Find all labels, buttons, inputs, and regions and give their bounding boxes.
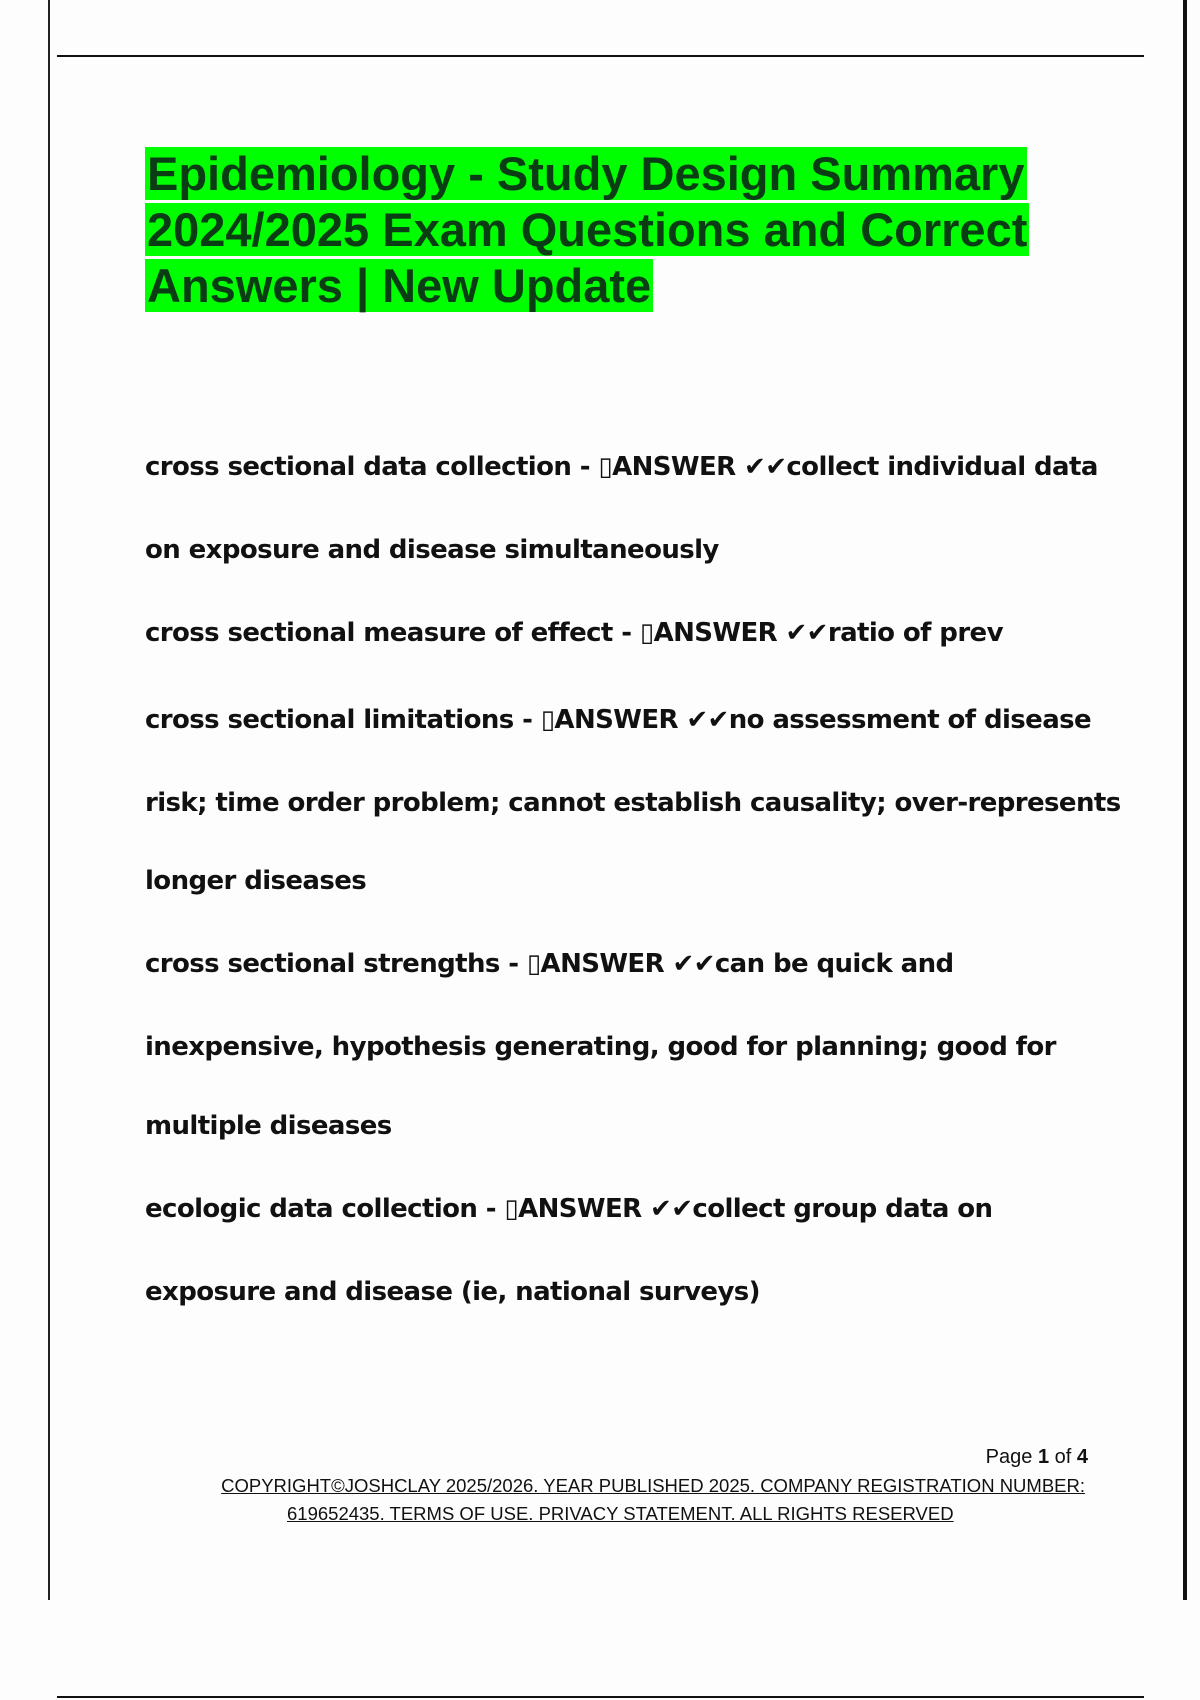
top-divider	[57, 55, 1144, 57]
qa-line-2: on exposure and disease simultaneously	[145, 535, 719, 565]
qa-line-6: longer diseases	[145, 866, 367, 896]
qa-line-3: cross sectional measure of effect - ▯ANSWER ✔✔ratio of prev	[145, 618, 1003, 648]
page-prefix: Page	[985, 1446, 1033, 1468]
page-of: of	[1054, 1446, 1072, 1468]
bottom-divider	[57, 1696, 1144, 1698]
page-number	[986, 1446, 1088, 1469]
page-current: 1	[1037, 1446, 1050, 1468]
copyright-notice	[145, 1472, 1085, 1528]
qa-line-9: multiple diseases	[145, 1111, 392, 1141]
qa-line-1: cross sectional data collection - ▯ANSWER ✔✔collect individual data	[145, 452, 1098, 482]
copyright-line-1: COPYRIGHT©JOSHCLAY 2025/2026. YEAR PUBLISHED 2025. COMPANY REGISTRATION NUMBER:	[221, 1475, 1085, 1496]
page-left-border	[48, 0, 50, 1600]
qa-line-11: exposure and disease (ie, national surveys)	[145, 1277, 760, 1307]
document-title	[145, 146, 1075, 314]
qa-line-7: cross sectional strengths - ▯ANSWER ✔✔can be quick and	[145, 949, 954, 979]
page-total: 4	[1076, 1446, 1088, 1468]
copyright-line-2: 619652435. TERMS OF USE. PRIVACY STATEMENT. ALL RIGHTS RESERVED	[287, 1503, 954, 1524]
page-right-border	[1183, 0, 1187, 1600]
qa-line-10: ecologic data collection - ▯ANSWER ✔✔collect group data on	[145, 1194, 993, 1224]
document-title-text: Epidemiology - Study Design Summary 2024/2025 Exam Questions and Correct Answers | New Update	[147, 147, 1028, 312]
qa-line-5: risk; time order problem; cannot establish causality; over-represents	[145, 788, 1121, 818]
qa-line-4: cross sectional limitations - ▯ANSWER ✔✔no assessment of disease	[145, 705, 1092, 735]
qa-line-8: inexpensive, hypothesis generating, good for planning; good for	[145, 1032, 1056, 1062]
